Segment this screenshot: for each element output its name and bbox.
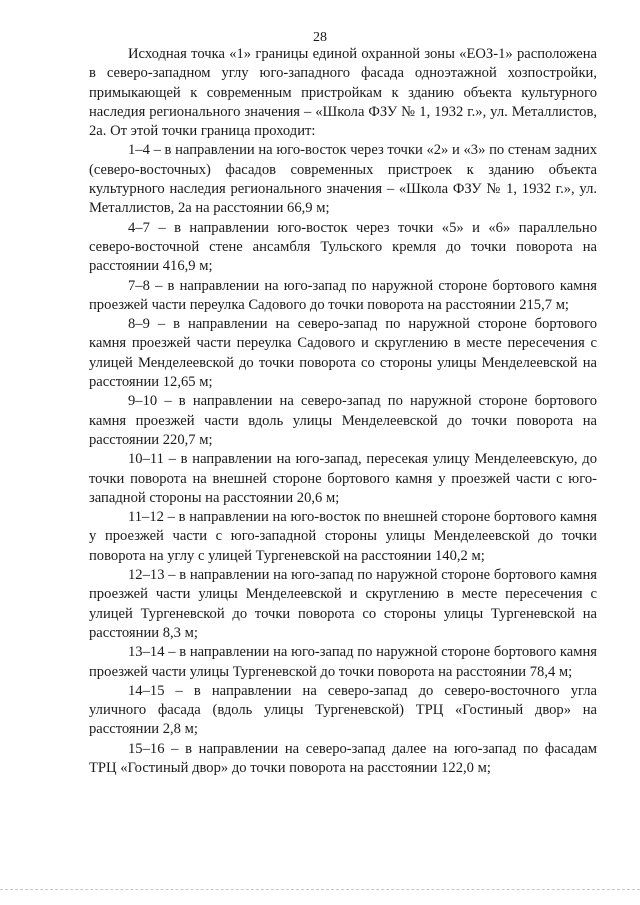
page-number: 28 — [313, 30, 327, 45]
paragraph-segment-8-9: 8–9 – в направлении на северо-запад по наружной стороне бортового камня проезжей части переулка Садового и скруглению в месте пересечения с улицей Менделеевской до точки поворота со стороны улицы Менделеевской на расстоянии 12,65 м; — [89, 316, 597, 391]
paragraph-segment-1-4: 1–4 – в направлении на юго-восток через точки «2» и «3» по стенам задних (северо-восточных) фасадов современных пристроек к зданию объекта культурного наследия регионального значения – «Школа ФЗУ № 1, 1932 г.», ул. Металлистов, 2а на расстоянии 66,9 м; — [89, 142, 597, 217]
paragraph-segment-13-14: 13–14 – в направлении на юго-запад по наружной стороне бортового камня проезжей части улицы Тургеневской до точки поворота на расстоянии 78,4 м; — [89, 644, 597, 680]
paragraph-segment-15-16: 15–16 – в направлении на северо-запад далее на юго-запад по фасадам ТРЦ «Гостиный двор» до точки поворота на расстоянии 122,0 м; — [89, 740, 597, 776]
footer-scan-line — [0, 889, 640, 891]
paragraph-segment-11-12: 11–12 – в направлении на юго-восток по внешней стороне бортового камня у проезжей части с юго-западной стороны улицы Менделеевской до точки поворота на углу с улицей Тургеневской на расстоянии 140,2 м; — [89, 509, 597, 564]
paragraph-segment-7-8: 7–8 – в направлении на юго-запад по наружной стороне бортового камня проезжей части переулка Садового до точки поворота на расстоянии 215,7 м; — [89, 277, 597, 313]
paragraph-segment-4-7: 4–7 – в направлении юго-восток через точки «5» и «6» параллельно северо-восточной стене ансамбля Тульского кремля до точки поворота на расстоянии 416,9 м; — [89, 219, 597, 275]
paragraph-segment-12-13: 12–13 – в направлении на юго-запад по наружной стороне бортового камня проезжей части улицы Менделеевской и скруглению в месте пересечения с улицей Тургеневской до точки поворота со стороны улицы Тургеневской на расстоянии 8,3 м; — [89, 567, 597, 641]
paragraph-segment-14-15: 14–15 – в направлении на северо-запад до северо-восточного угла уличного фасада (вдоль улицы Тургеневской) ТРЦ «Гостиный двор» на расстоянии 2,8 м; — [89, 682, 597, 738]
document-body — [89, 45, 597, 778]
paragraph-intro: Исходная точка «1» границы единой охранной зоны «ЕОЗ-1» расположена в северо-западном углу юго-западного фасада одноэтажной хозпостройки, примыкающей к современным пристройкам к зданию объекта культурного наследия регионального значения – «Школа ФЗУ № 1, 1932 г.», ул. Металлистов, 2а. От этой точки граница проходит: — [89, 46, 597, 140]
paragraph-segment-9-10: 9–10 – в направлении на северо-запад по наружной стороне бортового камня проезжей части вдоль улицы Менделеевской до точки поворота на расстоянии 220,7 м; — [89, 393, 597, 448]
paragraph-segment-10-11: 10–11 – в направлении на юго-запад, пересекая улицу Менделеевскую, до точки поворота на внешней стороне бортового камня у проезжей части с юго-западной стороны на расстоянии 20,6 м; — [89, 451, 597, 506]
